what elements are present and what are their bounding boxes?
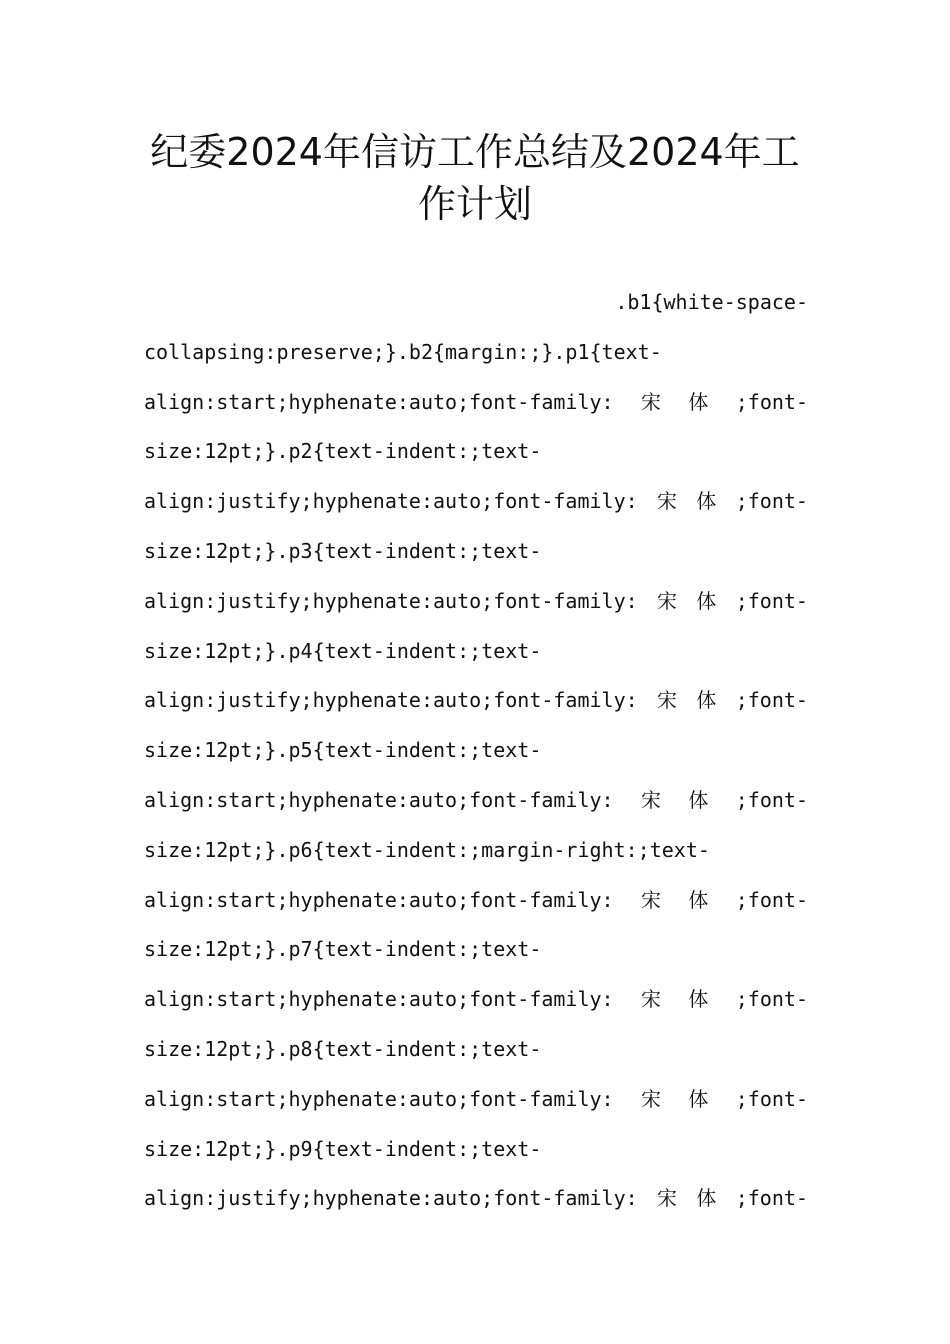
body-text-line — [144, 1029, 808, 1079]
body-text-line — [144, 680, 808, 730]
body-text-segment: ;font- — [735, 688, 808, 713]
body-text-line — [144, 531, 808, 581]
body-text-segment: 宋 — [640, 987, 661, 1012]
body-text-line — [144, 581, 808, 631]
body-text-segment: ;font- — [735, 389, 808, 414]
body-text-line — [144, 1129, 808, 1179]
body-text-segment: size:12pt;}.p8{text-indent:;text- — [144, 1036, 542, 1061]
body-text-line — [144, 332, 808, 382]
title-line-1: 纪委2024年信访工作总结及2024年工 — [150, 130, 800, 174]
body-text-segment: 体 — [688, 787, 709, 812]
body-text-segment: 宋 — [640, 787, 661, 812]
body-text-segment: 体 — [688, 987, 709, 1012]
body-text-segment: 宋 — [657, 688, 678, 713]
body-text-line — [144, 880, 808, 930]
body-text-segment: 体 — [696, 588, 717, 613]
body-text-segment: size:12pt;}.p9{text-indent:;text- — [144, 1136, 542, 1161]
body-text-segment: size:12pt;}.p4{text-indent:;text- — [144, 638, 542, 663]
body-text-line — [144, 282, 808, 332]
body-text-line — [144, 929, 808, 979]
body-text-segment: align:justify;hyphenate:auto;font-family: — [144, 588, 638, 613]
body-text-segment: 体 — [696, 688, 717, 713]
body-text-line — [144, 481, 808, 531]
body-text-segment: ;font- — [735, 787, 808, 812]
body-text-segment: align:justify;hyphenate:auto;font-family: — [144, 688, 638, 713]
body-text-segment: collapsing:preserve;}.b2{margin:;}.p1{text- — [144, 339, 662, 364]
body-text-segment: ;font- — [735, 1086, 808, 1111]
body-text-segment: 宋 — [657, 1186, 678, 1211]
body-text-line — [144, 830, 808, 880]
body-text-segment: 宋 — [640, 1086, 661, 1111]
body-text-segment: 体 — [688, 887, 709, 912]
body-text-segment: align:start;hyphenate:auto;font-family: — [144, 887, 614, 912]
body-text-segment: align:start;hyphenate:auto;font-family: — [144, 389, 614, 414]
body-text-segment: 体 — [696, 489, 717, 514]
body-text-segment: align:start;hyphenate:auto;font-family: — [144, 987, 614, 1012]
body-text-segment: ;font- — [735, 489, 808, 514]
body-text-line — [144, 1079, 808, 1129]
body-text-line — [144, 1178, 808, 1228]
body-text-segment: align:justify;hyphenate:auto;font-family: — [144, 1186, 638, 1211]
body-text-segment: 宋 — [657, 489, 678, 514]
body-text-line — [144, 431, 808, 481]
body-text-segment: 体 — [688, 1086, 709, 1111]
body-text-segment: ;font- — [735, 887, 808, 912]
body-text-segment: align:start;hyphenate:auto;font-family: — [144, 787, 614, 812]
body-text-segment: 宋 — [657, 588, 678, 613]
body-text-line — [144, 631, 808, 681]
body-text-line — [144, 979, 808, 1029]
body-text-segment: align:start;hyphenate:auto;font-family: — [144, 1086, 614, 1111]
body-text-segment: 宋 — [640, 887, 661, 912]
body-text-segment: 体 — [696, 1186, 717, 1211]
document-body — [144, 282, 808, 1228]
body-text-segment: align:justify;hyphenate:auto;font-family: — [144, 489, 638, 514]
body-text-segment: 宋 — [640, 389, 661, 414]
body-text-segment: size:12pt;}.p3{text-indent:;text- — [144, 538, 542, 563]
body-text-segment: ;font- — [735, 588, 808, 613]
body-text-segment: size:12pt;}.p5{text-indent:;text- — [144, 738, 542, 763]
body-text-segment: size:12pt;}.p2{text-indent:;text- — [144, 439, 542, 464]
body-text-line — [144, 730, 808, 780]
body-text-segment: 体 — [688, 389, 709, 414]
title-line-2: 作计划 — [417, 182, 532, 226]
body-text-segment: ;font- — [735, 987, 808, 1012]
body-text-segment: size:12pt;}.p6{text-indent:;margin-right:;text- — [144, 837, 710, 862]
document-title — [100, 126, 850, 230]
body-text-line — [144, 780, 808, 830]
body-text-segment: ;font- — [735, 1186, 808, 1211]
body-text-segment: .b1{white-space- — [615, 290, 808, 314]
body-text-segment: size:12pt;}.p7{text-indent:;text- — [144, 937, 542, 962]
body-text-line — [144, 382, 808, 432]
